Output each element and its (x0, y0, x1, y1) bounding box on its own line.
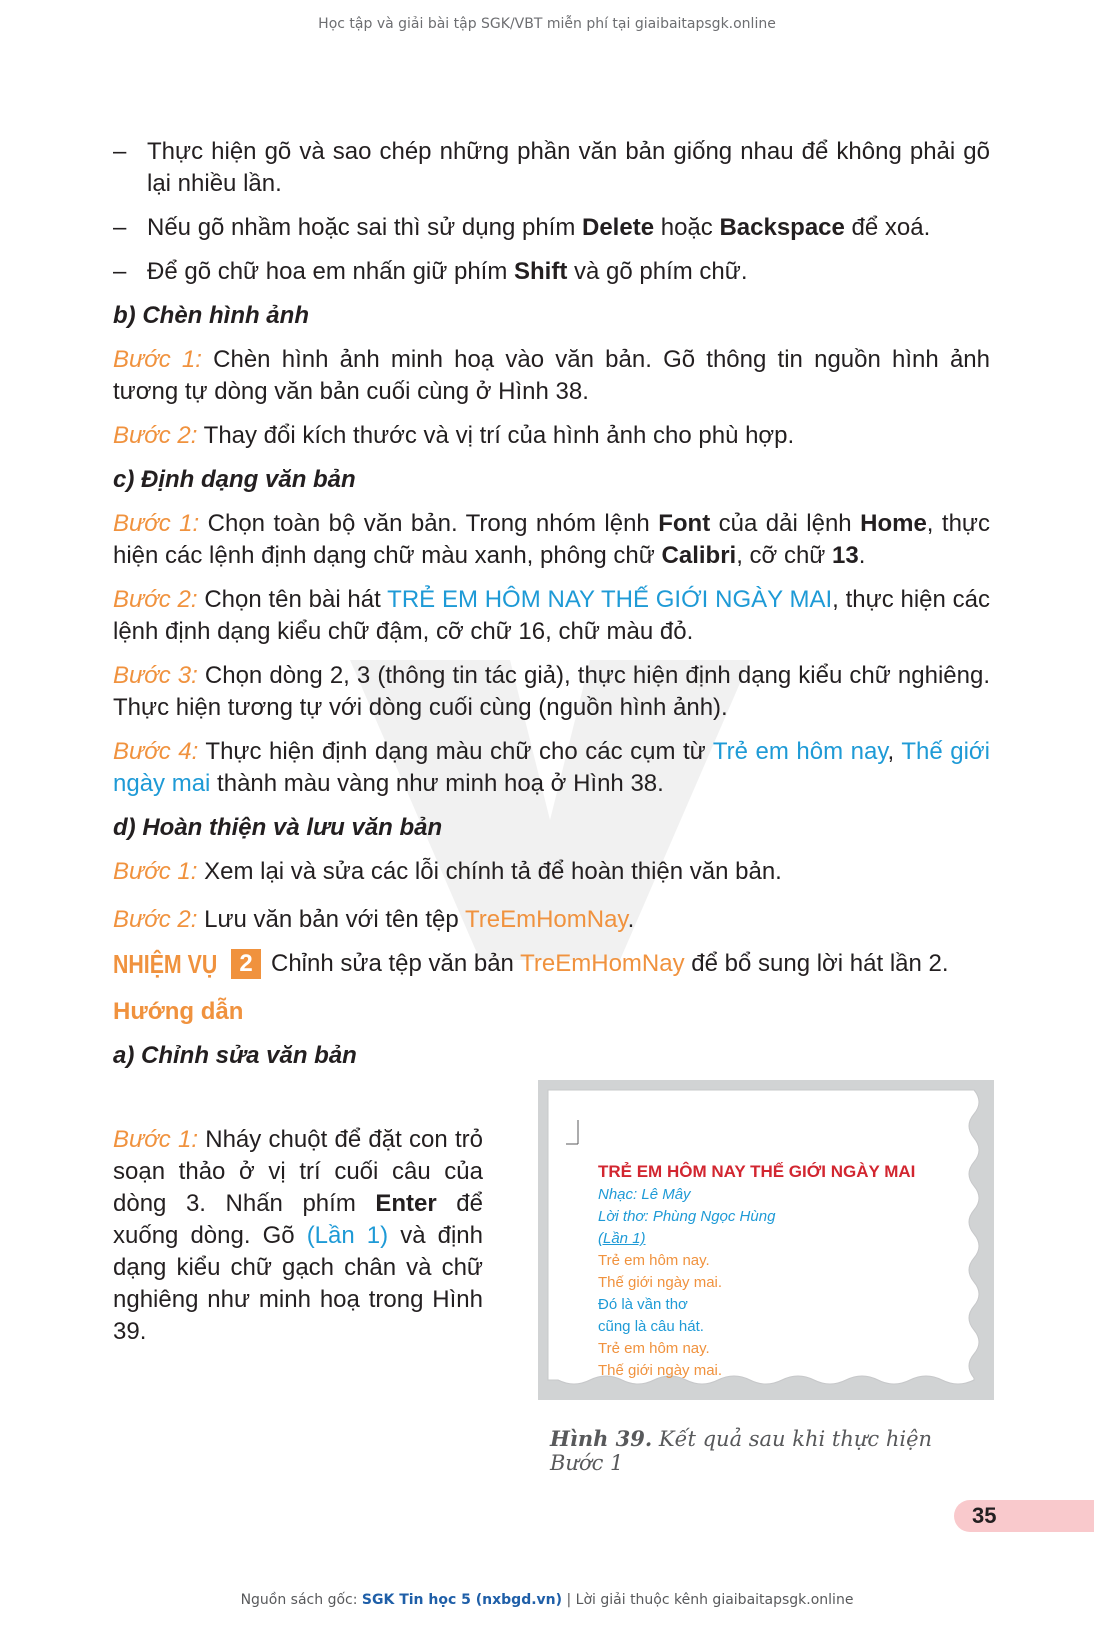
section-c-step-4: Bước 4: Thực hiện định dạng màu chữ cho các cụm từ Trẻ em hôm nay, Thế giới ngày mai thành màu vàng như minh hoạ ở Hình 38. (113, 738, 990, 797)
lyric-line: Thế giới ngày mai. (598, 1362, 723, 1379)
task-text: Chỉnh sửa tệp văn bản TreEmHomNay để bổ sung lời hát lần 2. (271, 950, 949, 977)
song-title: TRẺ EM HÔM NAY THẾ GIỚI NGÀY MAI (598, 1162, 916, 1181)
main-content (113, 136, 990, 1084)
lyric-line: Trẻ em hôm nay. (598, 1252, 710, 1269)
section-d-step-2: Bước 2: Lưu văn bản với tên tệp TreEmHomNay. (113, 906, 635, 933)
page-header: Học tập và giải bài tập SGK/VBT miễn phí tại giaibaitapsgk.online (318, 16, 776, 32)
figure-document-text (598, 1160, 958, 1382)
page-number: 35 (954, 1500, 1094, 1532)
section-d-title: d) Hoàn thiện và lưu văn bản (113, 814, 443, 841)
bullet-2: – Nếu gõ nhầm hoặc sai thì sử dụng phím Delete hoặc Backspace để xoá. (113, 214, 931, 241)
guide-subtitle: a) Chỉnh sửa văn bản (113, 1042, 357, 1069)
song-music: Nhạc: Lê Mây (598, 1186, 691, 1203)
source-link[interactable]: SGK Tin học 5 (nxbgd.vn) (361, 1592, 563, 1608)
section-c-step-2: Bước 2: Chọn tên bài hát TRẺ EM HÔM NAY THẾ GIỚI NGÀY MAI, thực hiện các lệnh định dạng kiểu chữ đậm, cỡ chữ 16, chữ màu đỏ. (113, 586, 990, 645)
section-c-step-3: Bước 3: Chọn dòng 2, 3 (thông tin tác giả), thực hiện định dạng kiểu chữ nghiêng. Thực hiện tương tự với dòng cuối cùng (nguồn hình ảnh). (113, 662, 990, 721)
guide-title: Hướng dẫn (113, 998, 244, 1025)
task-label: NHIỆM VỤ (113, 949, 218, 979)
page-footer: Nguồn sách gốc: SGK Tin học 5 (nxbgd.vn) | Lời giải thuộc kênh giaibaitapsgk.online (240, 1592, 854, 1608)
lyric-line: Trẻ em hôm nay. (598, 1340, 710, 1357)
figure-caption: Hình 39. Kết quả sau khi thực hiện Bước 1 (550, 1426, 933, 1475)
task-number-badge: 2 (231, 949, 261, 979)
task-2 (113, 948, 990, 980)
lyric-line: cũng là câu hát. (598, 1318, 704, 1335)
section-b-title: b) Chèn hình ảnh (113, 302, 309, 329)
song-lyrics: Lời thơ: Phùng Ngọc Hùng (598, 1208, 776, 1225)
lyric-line: Đó là vần thơ (598, 1296, 688, 1313)
section-b-step-2: Bước 2: Thay đổi kích thước và vị trí của hình ảnh cho phù hợp. (113, 422, 795, 449)
bullet-1: – Thực hiện gõ và sao chép những phần văn bản giống nhau để không phải gõ lại nhiều lần. (113, 138, 990, 197)
section-c-step-1: Bước 1: Chọn toàn bộ văn bản. Trong nhóm lệnh Font của dải lệnh Home, thực hiện các lệnh định dạng chữ màu xanh, phông chữ Calibri, cỡ chữ 13. (113, 510, 990, 569)
figure-39 (538, 1080, 994, 1400)
lyric-line: Thế giới ngày mai. (598, 1274, 723, 1291)
guide-step-1: Bước 1: Nháy chuột để đặt con trỏ soạn thảo ở vị trí cuối câu của dòng 3. Nhấn phím Enter để xuống dòng. Gõ (Lần 1) và định dạng kiểu chữ gạch chân và chữ nghiêng như minh hoạ trong Hình 39. (113, 1126, 484, 1345)
song-round: (Lần 1) (598, 1230, 646, 1247)
section-b-step-1: Bước 1: Chèn hình ảnh minh hoạ vào văn bản. Gõ thông tin nguồn hình ảnh tương tự dòng văn bản cuối cùng ở Hình 38. (113, 346, 990, 405)
bullet-3: – Để gõ chữ hoa em nhấn giữ phím Shift và gõ phím chữ. (113, 258, 748, 285)
section-c-title: c) Định dạng văn bản (113, 466, 356, 493)
section-d-step-1: Bước 1: Xem lại và sửa các lỗi chính tả để hoàn thiện văn bản. (113, 858, 782, 885)
